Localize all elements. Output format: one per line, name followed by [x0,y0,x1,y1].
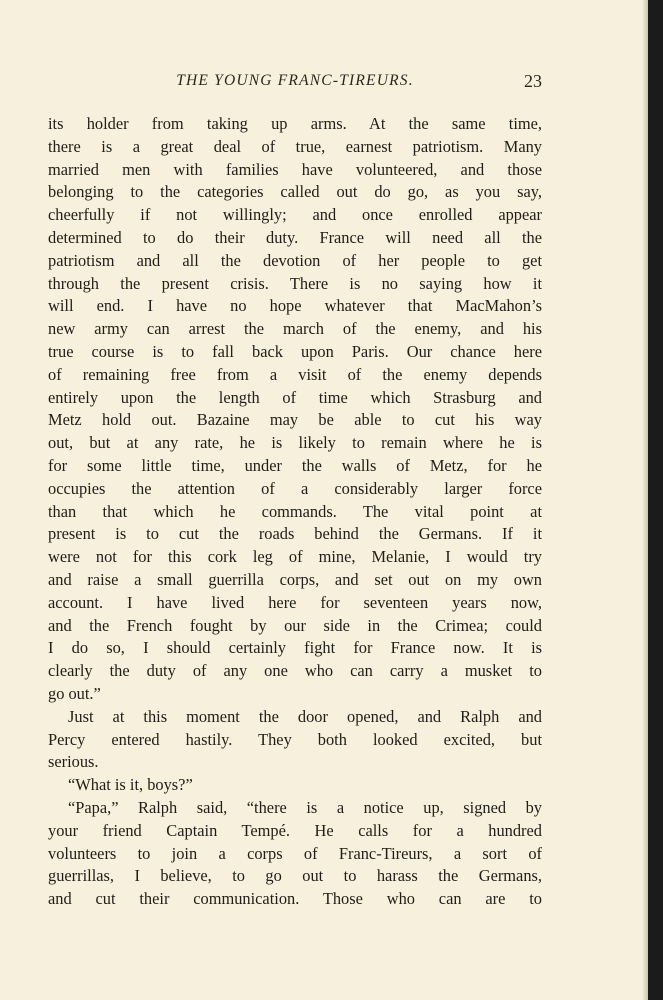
text-line: through the present crisis. There is no saying how it [48,273,542,293]
text-line: belonging to the categories called out do go, as you say, [48,182,542,202]
text-line: patriotism and all the devotion of her people to get [48,250,542,270]
running-head [48,72,542,100]
text-line: out, but at any rate, he is likely to remain where he is [48,433,542,453]
text-line: will end. I have no hope whatever that MacMahon’s [48,296,542,316]
text-line: “Papa,” Ralph said, “there is a notice up, signed by [68,797,542,817]
text-line: I do so, I should certainly fight for France now. It is [48,638,542,658]
text-line: present is to cut the roads behind the Germans. If it [48,524,542,544]
text-line: Just at this moment the door opened, and Ralph and [68,706,542,726]
text-line: Percy entered hastily. They both looked excited, but [48,729,542,749]
text-line: cheerfully if not willingly; and once enrolled appear [48,205,542,225]
text-line: married men with families have volunteered, and those [48,159,542,179]
text-line: true course is to fall back upon Paris. Our chance here [48,341,542,361]
text-line: your friend Captain Tempé. He calls for a hundred [48,820,542,840]
page-edge-shadow [642,0,648,1000]
text-line: were not for this cork leg of mine, Melanie, I would try [48,547,542,567]
text-line: its holder from taking up arms. At the same time, [48,114,542,133]
text-line: occupies the attention of a considerably larger force [48,478,542,498]
text-line: account. I have lived here for seventeen years now, [48,592,542,612]
text-line: entirely upon the length of time which Strasburg and [48,387,542,407]
text-line: there is a great deal of true, earnest patriotism. Many [48,136,542,156]
text-line: Metz hold out. Bazaine may be able to cut his way [48,410,542,430]
text-line: volunteers to join a corps of Franc-Tireurs, a sort of [48,843,542,863]
running-head-title: THE YOUNG FRANC-TIREURS. [176,72,414,89]
text-line: “What is it, boys?” [68,775,193,795]
text-line: serious. [48,752,99,772]
text-line: and raise a small guerrilla corps, and set out on my own [48,569,542,589]
text-line: and the French fought by our side in the Crimea; could [48,615,542,635]
text-line: for some little time, under the walls of Metz, for he [48,455,542,475]
page-number: 23 [524,71,542,91]
text-line: new army can arrest the march of the enemy, and his [48,319,542,339]
text-line: determined to do their duty. France will need all the [48,227,542,247]
text-line: go out.” [48,683,101,703]
text-line: of remaining free from a visit of the enemy depends [48,364,542,384]
text-line: clearly the duty of any one who can carry a musket to [48,661,542,681]
text-line: than that which he commands. The vital point at [48,501,542,521]
body-text [48,113,542,911]
text-line: and cut their communication. Those who can are to [48,889,542,909]
text-line: guerrillas, I believe, to go out to harass the Germans, [48,866,542,886]
